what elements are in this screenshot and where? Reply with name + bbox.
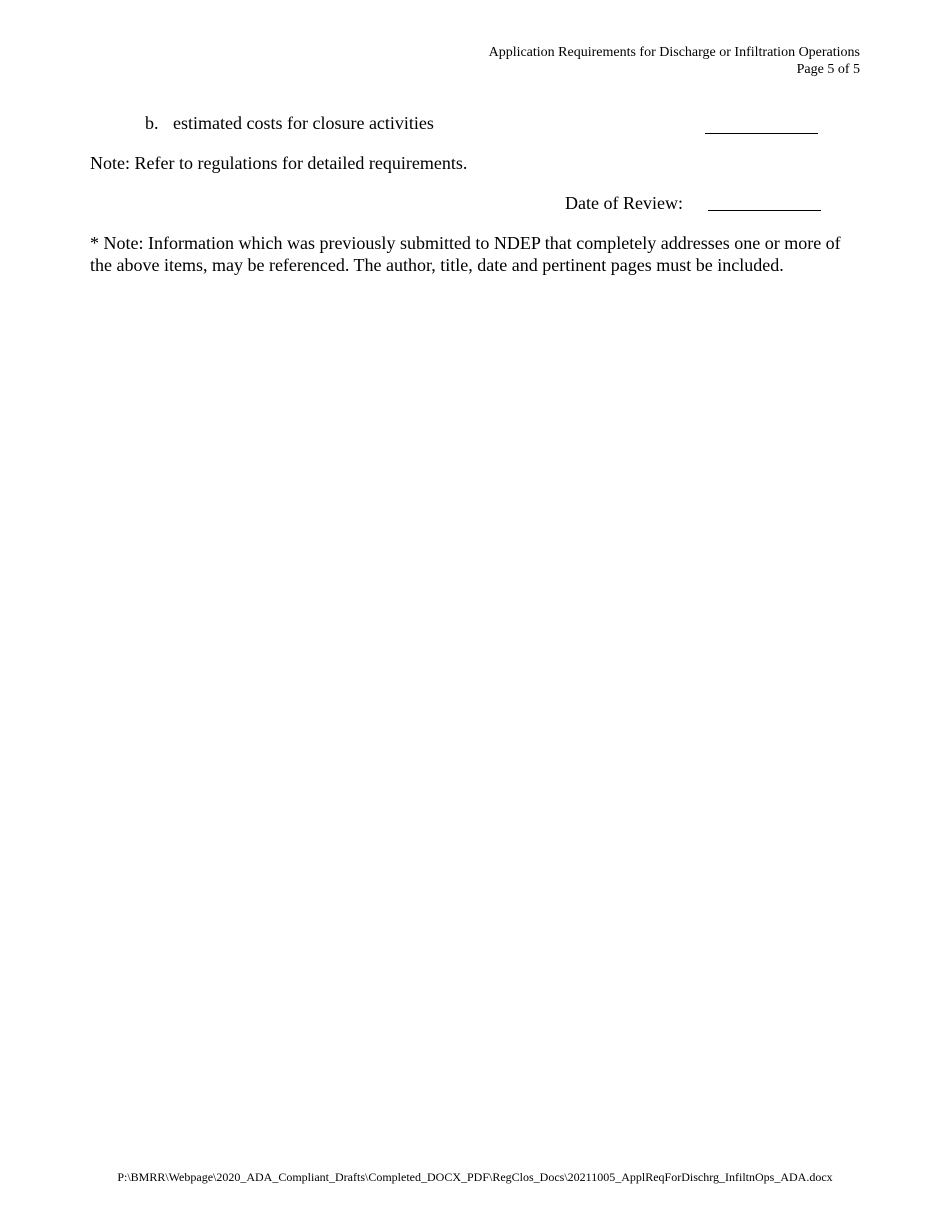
header-title: Application Requirements for Discharge or Infiltration Operations [488,45,860,60]
note-previously-submitted: * Note: Information which was previously submitted to NDEP that completely addresses one or more of the above items, may be referenced. The author, title, date and pertinent pages must be included. [90,233,841,275]
page-header [489,44,860,78]
footer-file-path: P:\BMRR\Webpage\2020_ADA_Compliant_Drafts\Completed_DOCX_PDF\RegClos_Docs\20211005_ApplReqForDischrg_InfiltnOps_ADA.docx [117,1170,833,1184]
item-check-blank[interactable] [705,133,818,134]
date-of-review-label: Date of Review: [565,193,683,213]
header-page-number: Page 5 of 5 [796,62,860,77]
list-item-text: estimated costs for closure activities [173,113,434,133]
list-item [145,112,434,134]
note-refer-regulations: Note: Refer to regulations for detailed requirements. [90,153,468,173]
list-item-marker: b. [145,113,159,133]
date-of-review-blank[interactable] [708,210,821,211]
